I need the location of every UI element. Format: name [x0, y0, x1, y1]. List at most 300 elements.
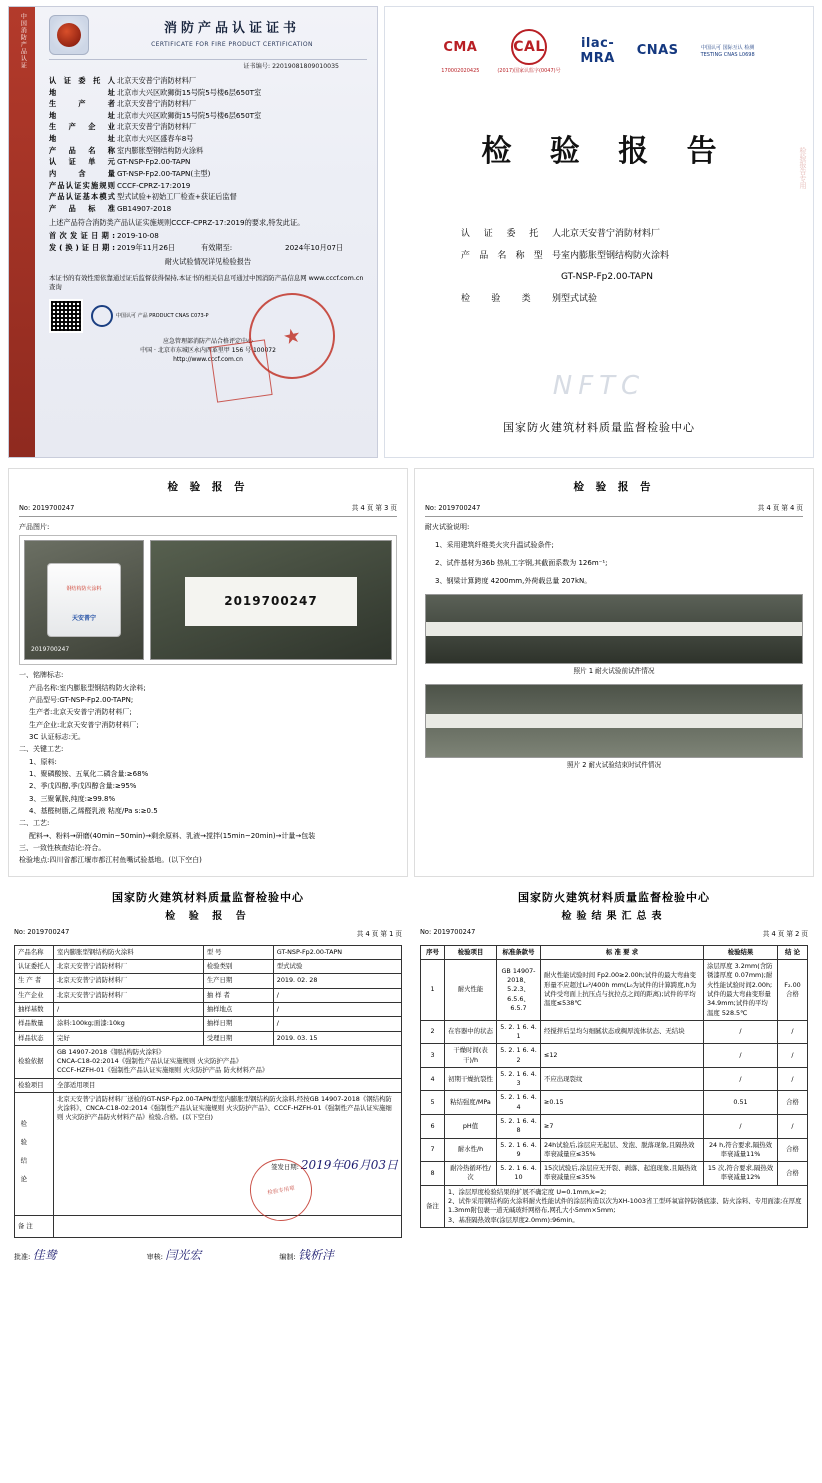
cell-item: 粘结强度/MPa [445, 1091, 497, 1115]
conclusion-label-text: 检 验 结 论 [19, 1120, 28, 1184]
certificate-number-label: 证书编号: [243, 63, 271, 70]
page3-line: 1、原料: [29, 757, 57, 766]
issue-date-row [57, 1157, 398, 1174]
page3-line: 生产企业:北京天安普宁消防材料厂; [29, 720, 139, 729]
page3-photo-label: 产品图片: [19, 523, 50, 532]
cell-item: 干燥时间(表干)/h [445, 1044, 497, 1068]
page4-note: 2、试件基材为36b 热轧工字钢,其截面系数为 126m⁻¹; [435, 559, 608, 568]
page4-pagination: 共 4 页 第 4 页 [757, 504, 803, 513]
certificate-field-row [49, 76, 367, 86]
table-row-conclusion [15, 1092, 402, 1215]
page3-line: 三、一致性核查结论:符合。 [19, 844, 106, 853]
cell-label: 生产日期 [203, 974, 273, 988]
bucket-product-label: 钢结构防火涂料 [66, 586, 102, 593]
seal-star-icon: ★ [280, 321, 304, 350]
cnas-badge-text: 中国认可 产品 PRODUCT CNAS C073-P [116, 312, 209, 319]
fire-test-before-photo [425, 594, 803, 664]
conclusion-cell [53, 1092, 401, 1215]
field-value: GT-NSP-Fp2.00-TAPN [561, 272, 653, 283]
field-label: 产 品 标 准 [49, 203, 115, 213]
page3-title: 检 验 报 告 [167, 481, 249, 493]
cell-label: 样品状态 [15, 1031, 54, 1045]
page3-line: 二、工艺: [19, 819, 50, 828]
cell-result: / [704, 1020, 778, 1044]
page3-no-value: 2019700247 [32, 504, 75, 513]
page3-line: 产品型号:GT-NSP-Fp2.00-TAPN; [29, 696, 134, 705]
page4-number [425, 503, 480, 513]
secondary-square-seal [209, 339, 272, 402]
remark-line: 2、试件采用钢结构防火涂料耐火性能试件的涂层构造以次为XH-1003省工型环氧富锌防锈底漆、防火涂料、专用面漆;在厚度1.3mm附包裹一道无碱玻纤网格布,网孔大小5mm×5mm; [448, 1197, 802, 1215]
cell-requirement: 24h试验后,涂层应无起层、发泡、脱落现象,且隔热效率衰减量应≤35% [541, 1138, 704, 1162]
page1-number [14, 928, 69, 938]
certificate-field-row [49, 88, 367, 98]
cell-no: 2 [421, 1020, 445, 1044]
cover-field-row [461, 246, 797, 268]
table-row [15, 960, 402, 974]
cell-value: 室内膨胀型钢结构防火涂料 [53, 945, 203, 959]
issue-date-value: 2019年06月03日 [300, 1157, 398, 1172]
page3-line: 一、铭牌标志: [19, 671, 64, 680]
field-label: 地 址 [49, 134, 115, 144]
cell-value: GT-NSP-Fp2.00-TAPN [273, 945, 401, 959]
page3-line: 1、聚磷酸铵、五氧化二磷含量:≥68% [29, 770, 149, 779]
page4-no-label: No: [425, 504, 437, 513]
row-certificates [0, 0, 822, 462]
header-no: 序号 [421, 945, 445, 959]
field-label: 产品认证基本模式 [49, 192, 115, 202]
cell-requirement: 经搅拌后呈均匀细腻状态或稠厚流体状态、无结块 [541, 1020, 704, 1044]
certificate-reissue-row [49, 243, 367, 253]
fire-test-after-photo [425, 684, 803, 758]
basis-line: GB 14907-2018《钢结构防火涂料》 [56, 1047, 165, 1056]
cell-no: 1 [421, 960, 445, 1021]
approver-name: 佳鸯 [32, 1247, 57, 1262]
remark-label: 备注 [421, 1185, 445, 1227]
page3-line: 生产者:北京天安普宁消防材料厂; [29, 708, 132, 717]
field-label: 检 验 类 别 [461, 293, 561, 304]
inspection-report-cover [384, 6, 814, 458]
cover-fields [461, 224, 797, 310]
editor-name: 钱析沣 [297, 1247, 334, 1262]
certificate-field-row [49, 204, 367, 214]
photo-sample-number: 2019700247 [31, 646, 70, 654]
remark-line: 3、基准隔热效率(涂层厚度2.0mm):96min。 [448, 1215, 579, 1224]
certificate-field-row [49, 99, 367, 109]
header-requirement: 标 准 要 求 [541, 945, 704, 959]
issuer-website: http://www.cccf.com.cn [173, 355, 243, 363]
cell-item: 耐冷热循环性/次 [445, 1162, 497, 1186]
cell-item: 耐火性能 [445, 960, 497, 1021]
table-header-row [421, 945, 808, 959]
header-item: 检验项目 [445, 945, 497, 959]
remark-label: 备 注 [15, 1215, 54, 1237]
page2-organization: 国家防火建筑材料质量监督检验中心 [518, 890, 710, 904]
product-bucket-photo [24, 540, 144, 660]
row-pages-3-4 [0, 462, 822, 877]
cell-clause: 5. 2. 1 6. 4. 9 [497, 1138, 541, 1162]
page1-meta [14, 928, 402, 940]
cell-label: 生产企业 [15, 988, 54, 1002]
page3-line: 二、关键工艺: [19, 745, 64, 754]
remark-cell [445, 1185, 808, 1227]
cell-conclusion: / [778, 1044, 808, 1068]
certificate-field-row [49, 169, 367, 179]
table-row [15, 1017, 402, 1031]
page1-no-value: 2019700247 [27, 927, 70, 936]
cell-result: 涂层厚度 3.2mm(含防锈漆厚度 0.07mm);耐火性能试验时间2.00h;试件的最大弯曲变形量 34.9mm;试件的平均温度 528.5℃ [704, 960, 778, 1021]
page4-meta [425, 503, 803, 517]
row-pages-1-2 [0, 877, 822, 1277]
field-value: 北京天安普宁消防材料厂 [117, 99, 197, 109]
approver-signature [14, 1246, 137, 1263]
cell-conclusion: / [778, 1067, 808, 1091]
table-row [15, 945, 402, 959]
cell-label: 型 号 [203, 945, 273, 959]
certificate-field-row [49, 157, 367, 167]
page3-no-label: No: [19, 504, 31, 513]
cell-result: / [704, 1115, 778, 1139]
cell-value: 完好 [53, 1031, 203, 1045]
sample-card-photo [150, 540, 392, 660]
page1-no-label: No: [14, 927, 26, 936]
cell-no: 4 [421, 1067, 445, 1091]
field-value: 北京天安普宁消防材料厂 [117, 75, 197, 85]
cell-conclusion: 合格 [778, 1138, 808, 1162]
cell-item: 初期干燥抗裂性 [445, 1067, 497, 1091]
table-row-items [15, 1078, 402, 1092]
reissue-date-value: 2019年11月26日 [117, 242, 176, 252]
cal-mark: CAL [511, 29, 547, 65]
page1-title: 检 验 报 告 [165, 910, 251, 922]
valid-date-value: 2024年10月07日 [285, 242, 344, 252]
page4-notes-title: 耐火试验说明: [425, 523, 470, 532]
field-label: 认证委托人 [461, 229, 561, 239]
cell-label: 产品名称 [15, 945, 54, 959]
ilac-mra-logo [575, 33, 621, 71]
issue-date-label: 首次发证日期: [49, 231, 115, 241]
cell-requirement: ≤12 [541, 1044, 704, 1068]
header-result: 检验结果 [704, 945, 778, 959]
page4-title: 检 验 报 告 [573, 481, 655, 493]
cell-label: 检验类别 [203, 960, 273, 974]
certificate-title-block [97, 20, 367, 50]
issue-date-value: 2019-10-08 [117, 231, 159, 241]
page2-pagination: 共 4 页 第 2 页 [762, 929, 808, 938]
page2-meta [420, 928, 808, 940]
certificate-issue-row [49, 231, 367, 241]
page2-no-value: 2019700247 [433, 927, 476, 936]
basis-line: CCCF-HZFH-01《强制性产品认证实施细则 火灾防护产品 防火材料产品》 [56, 1066, 269, 1075]
header-clause: 标准条款号 [497, 945, 541, 959]
page2-title: 检验结果汇总表 [561, 910, 667, 922]
certificate-field-row [49, 134, 367, 144]
field-value: 北京天安普宁消防材料厂 [117, 122, 197, 132]
editor-signature [279, 1246, 402, 1263]
cell-clause: 5. 2. 1 6. 4. 4 [497, 1091, 541, 1115]
editor-label: 编制: [279, 1252, 296, 1261]
cma-mark: CMA [443, 40, 478, 55]
cell-value: 型式试验 [273, 960, 401, 974]
field-value: 北京天安普宁消防材料厂 [561, 229, 661, 239]
cell-result: 15 次,符合要求,隔热效率衰减量12% [704, 1162, 778, 1186]
field-label: 生 产 者 [49, 99, 115, 109]
certificate-statement: 上述产品符合消防类产品认证实施规则CCCF-CPRZ-17:2019的要求,特发此证。 [49, 218, 305, 228]
cell-label: 生 产 者 [15, 974, 54, 988]
field-label: 地 址 [49, 110, 115, 120]
field-label: 产品名称 [49, 145, 115, 155]
table-row [421, 1162, 808, 1186]
qr-code-icon [49, 299, 83, 333]
field-value: GT-NSP-Fp2.00-TAPN [117, 157, 191, 167]
cell-clause: 5. 2. 1 6. 4. 2 [497, 1044, 541, 1068]
page1-organization: 国家防火建筑材料质量监督检验中心 [112, 890, 304, 904]
cell-label: 抽 样 者 [203, 988, 273, 1002]
inspection-seal: 检验专用章 [245, 1154, 317, 1226]
accreditation-logos [401, 29, 797, 74]
cell-requirement: ≥7 [541, 1115, 704, 1139]
valid-date-label: 有效期至: [201, 242, 233, 252]
basis-line: CNCA-C18-02:2014《强制性产品认证实施规则 火灾防护产品》 [56, 1057, 243, 1066]
cal-number: (2017)国家认监字(0047)号 [497, 68, 561, 74]
photo-specimen-strip [426, 714, 802, 728]
certificate-side-band-text: 中国消防产品认证 [19, 13, 27, 69]
remark-line: 1、涂层厚度检验结果的扩展不确定度 U=0.1mm,k=2; [448, 1187, 607, 1196]
page3-pagination: 共 4 页 第 3 页 [351, 504, 397, 513]
cell-label: 受理日期 [203, 1031, 273, 1045]
page3-line: 3C 认证标志:无。 [29, 733, 85, 742]
issue-date-label: 签发日期: [271, 1162, 299, 1171]
header-conclusion: 结 论 [778, 945, 808, 959]
page3-text-block [19, 670, 397, 866]
certificate-title-en: CERTIFICATE FOR FIRE PRODUCT CERTIFICATION [151, 41, 313, 49]
cma-logo [437, 30, 483, 74]
cell-requirement: 不应出现裂纹 [541, 1067, 704, 1091]
items-label: 检验项目 [15, 1078, 54, 1092]
photo-caption-2: 照片 2 耐火试验结束时试件情况 [566, 761, 662, 770]
page1-info-table [14, 945, 402, 1238]
table-row [421, 1044, 808, 1068]
field-label: 地 址 [49, 87, 115, 97]
issuer-address: 中国 · 北京市东城区永内西革里甲 156 号 100072 [140, 346, 276, 354]
page3-line: 3、三聚氰胺,纯度:≥99.8% [29, 794, 116, 803]
cell-result: / [704, 1044, 778, 1068]
cell-clause: 5. 2. 1 6. 4. 10 [497, 1162, 541, 1186]
table-row [421, 1091, 808, 1115]
cell-item: pH值 [445, 1115, 497, 1139]
certificate-number-value: 22019081809010035 [272, 63, 339, 70]
cell-label: 认证委托人 [15, 960, 54, 974]
cell-item: 耐水性/h [445, 1138, 497, 1162]
page3-line: 产品名称:室内膨胀型钢结构防火涂料; [29, 683, 146, 692]
cell-result: 0.51 [704, 1091, 778, 1115]
table-row [421, 1020, 808, 1044]
page4-note: 3、钢梁计算跨度 4200mm,外荷载总量 207kN。 [435, 577, 592, 586]
field-label: 产品名称型号 [461, 250, 561, 261]
auditor-signature [147, 1246, 270, 1263]
paint-bucket-icon [47, 563, 121, 637]
page3-line: 配料→、粉料→研磨(40min~50min)→剩余原料、乳液→搅拌(15min~20min)→计量→包装 [29, 831, 316, 840]
cell-requirement: ≥0.15 [541, 1091, 704, 1115]
page3-line: 2、季戊四醇,季戊四醇含量:≥95% [29, 782, 137, 791]
cell-value: 涂料:100kg;面漆:10kg [53, 1017, 203, 1031]
table-row [15, 974, 402, 988]
certificate-field-row [49, 111, 367, 121]
page2-no-label: No: [420, 927, 432, 936]
certificate-number [19, 63, 339, 72]
field-label: 认证单元 [49, 157, 115, 167]
cover-field-row [461, 289, 797, 311]
field-value: 室内膨胀型钢结构防火涂料 [561, 250, 670, 261]
cell-value: / [273, 1002, 401, 1016]
page3-meta [19, 503, 397, 517]
certificate-footnote: 本证书的有效性需依靠通过证后监督获得保持,本证书的相关信息可通过中国消防产品信息网 www.cccf.com.cn 查询 [49, 273, 364, 292]
table-row-basis [15, 1045, 402, 1078]
table-row [15, 988, 402, 1002]
cell-label: 抽样日期 [203, 1017, 273, 1031]
ilac-mark: ilac-MRA [580, 35, 615, 66]
bucket-brand-label: 天安普宁 [71, 615, 96, 623]
reissue-date-label: 发(换)证日期: [49, 242, 115, 252]
cell-conclusion: 合格 [778, 1091, 808, 1115]
cnas-circle-icon [91, 305, 113, 327]
conclusion-text: 北京天安普宁消防材料厂送检的GT-NSP-Fp2.00-TAPN型室内膨胀型钢结构防火涂料,经按GB 14907-2018《钢结构防火涂料》、CNCA-C18-02:2014《强制性产品认证实施规则 火灾防护产品》、CCCF-HZFH-01《强制性产品认证实施细则 火灾防护产品防火材料产品》检验,合格。(以下空白) [56, 1094, 392, 1122]
table-row [421, 1115, 808, 1139]
cell-no: 5 [421, 1091, 445, 1115]
cell-conclusion: F₂.00 合格 [778, 960, 808, 1021]
cell-no: 6 [421, 1115, 445, 1139]
photo-specimen-strip [426, 622, 802, 636]
table-row-remark [15, 1215, 402, 1237]
cover-field-row [461, 267, 797, 289]
cell-requirement: 耐火性能试验时间 Fp2.00≥2.00h;试件的最大弯曲变形量不应超过L₀²/400h mm(L₀为试件的计算跨度,h为试件受弯面上抗压点与抗拉点之间的距离);试件的平均温度≤538℃ [541, 960, 704, 1021]
conclusion-label [15, 1092, 54, 1215]
page3-line: 4、基醛树脂,乙烯醛乳液 粘度/Pa s:≥0.5 [29, 807, 158, 816]
certificate-field-row [49, 146, 367, 156]
cover-organization: 国家防火建筑材料质量监督检验中心 [503, 421, 695, 434]
cell-value: / [53, 1002, 203, 1016]
table-row [421, 960, 808, 1021]
cell-label: 样品数量 [15, 1017, 54, 1031]
cell-requirement: 15次试验后,涂层应无开裂、剥落、起泡现象,且隔热效率衰减量应≤35% [541, 1162, 704, 1186]
cell-value: / [273, 1017, 401, 1031]
page3-photo-box [19, 535, 397, 665]
table-row [421, 1067, 808, 1091]
page4-no-value: 2019700247 [438, 504, 481, 513]
cell-result: 24 h,符合要求,隔热效率衰减量11% [704, 1138, 778, 1162]
field-value: 北京市大兴区欧狮街15号院5号楼6层650T室 [117, 87, 262, 97]
field-value: GT-NSP-Fp2.00-TAPN(主型) [117, 168, 211, 178]
sample-card-number: 2019700247 [185, 577, 358, 627]
field-value: 型式试验 [561, 293, 598, 304]
basis-value [53, 1045, 401, 1078]
cal-logo [497, 29, 560, 74]
cover-title: 检 验 报 告 [481, 134, 731, 169]
certificate-field-row [49, 181, 367, 191]
cell-label: 抽样基数 [15, 1002, 54, 1016]
items-value: 全部适用项目 [53, 1078, 401, 1092]
cell-value: 2019. 03. 15 [273, 1031, 401, 1045]
cell-clause: 5. 2. 1 6. 4. 8 [497, 1115, 541, 1139]
cell-no: 3 [421, 1044, 445, 1068]
table-row [15, 1031, 402, 1045]
field-value: GB14907-2018 [117, 203, 172, 213]
auditor-name: 闫光宏 [165, 1247, 202, 1262]
page2-results-table [420, 945, 808, 1228]
cnas-accreditation-text [695, 45, 761, 59]
page2-number [420, 928, 475, 938]
field-label [461, 267, 561, 289]
cell-clause: 5. 2. 1 6. 4. 1 [497, 1020, 541, 1044]
field-label: 内含量 [49, 168, 115, 178]
page3-photo-grid [24, 540, 392, 660]
cell-conclusion: / [778, 1115, 808, 1139]
certificate-side-band [9, 7, 35, 457]
field-value: 室内膨胀型钢结构防火涂料 [117, 145, 204, 155]
field-label: 产品认证实施规则 [49, 180, 115, 190]
field-value: CCCF-CPRZ-17:2019 [117, 180, 191, 190]
cma-number: 170002020425 [441, 67, 480, 74]
field-label: 生产企业 [49, 122, 115, 132]
page1-signatures [14, 1246, 402, 1263]
side-watermark: 检验报告专用 [799, 147, 807, 189]
report-page-1 [8, 885, 408, 1267]
cnas-accreditation-label: 中国认可 国际互认 检测 TESTING CNAS L0698 [700, 44, 755, 58]
page4-note: 1、采用建筑纤维类火灾升温试验条件; [435, 541, 554, 550]
fire-product-certificate [8, 6, 378, 458]
cell-label: 抽样地点 [203, 1002, 273, 1016]
flame-emblem-icon [49, 15, 89, 55]
cell-conclusion: 合格 [778, 1162, 808, 1186]
cnas-badge [91, 305, 209, 327]
page1-pagination: 共 4 页 第 1 页 [356, 929, 402, 938]
cell-value: 北京天安普宁消防材料厂 [53, 988, 203, 1002]
cell-item: 在容器中的状态 [445, 1020, 497, 1044]
certificate-fields [49, 76, 367, 268]
table-row [15, 1002, 402, 1016]
approver-label: 批准: [14, 1252, 31, 1261]
nftc-watermark: NFTC [552, 371, 646, 401]
report-page-4 [414, 468, 814, 877]
cnas-logo [635, 33, 681, 71]
cell-value: 北京天安普宁消防材料厂 [53, 974, 203, 988]
cover-field-row [461, 224, 797, 246]
page3-line: 检验地点:四川省都江堰市都江村鱼嘴试验基地。(以下空白) [19, 856, 202, 865]
certificate-field-row [49, 192, 367, 202]
cell-conclusion: / [778, 1020, 808, 1044]
field-value: 北京市大兴区盛春车8号 [117, 134, 194, 144]
cnas-mark: CNAS [636, 43, 679, 58]
cell-value: 2019. 02. 28 [273, 974, 401, 988]
field-value: 型式试验+初始工厂检查+获证后监督 [117, 192, 237, 202]
certificate-title-cn: 消防产品认证证书 [163, 21, 300, 37]
cell-value: / [273, 988, 401, 1002]
cell-clause: GB 14907-2018、5.2.3、6.5.6、6.5.7 [497, 960, 541, 1021]
cell-clause: 5. 2. 1 6. 4. 3 [497, 1067, 541, 1091]
table-row [421, 1138, 808, 1162]
basis-label: 检验依据 [15, 1045, 54, 1078]
cell-value: 北京天安普宁消防材料厂 [53, 960, 203, 974]
table-row-remark [421, 1185, 808, 1227]
certificate-annex: 耐火试验情况详见检验报告 [164, 257, 252, 267]
page3-number [19, 503, 74, 513]
photo-caption-1: 照片 1 耐火试验前试件情况 [573, 666, 655, 675]
issuer-org: 应急管理部消防产品合格评定中心 [162, 337, 253, 345]
cell-no: 7 [421, 1138, 445, 1162]
cell-no: 8 [421, 1162, 445, 1186]
certificate-header [49, 15, 367, 60]
report-page-2 [414, 885, 814, 1267]
remark-value [53, 1215, 401, 1237]
